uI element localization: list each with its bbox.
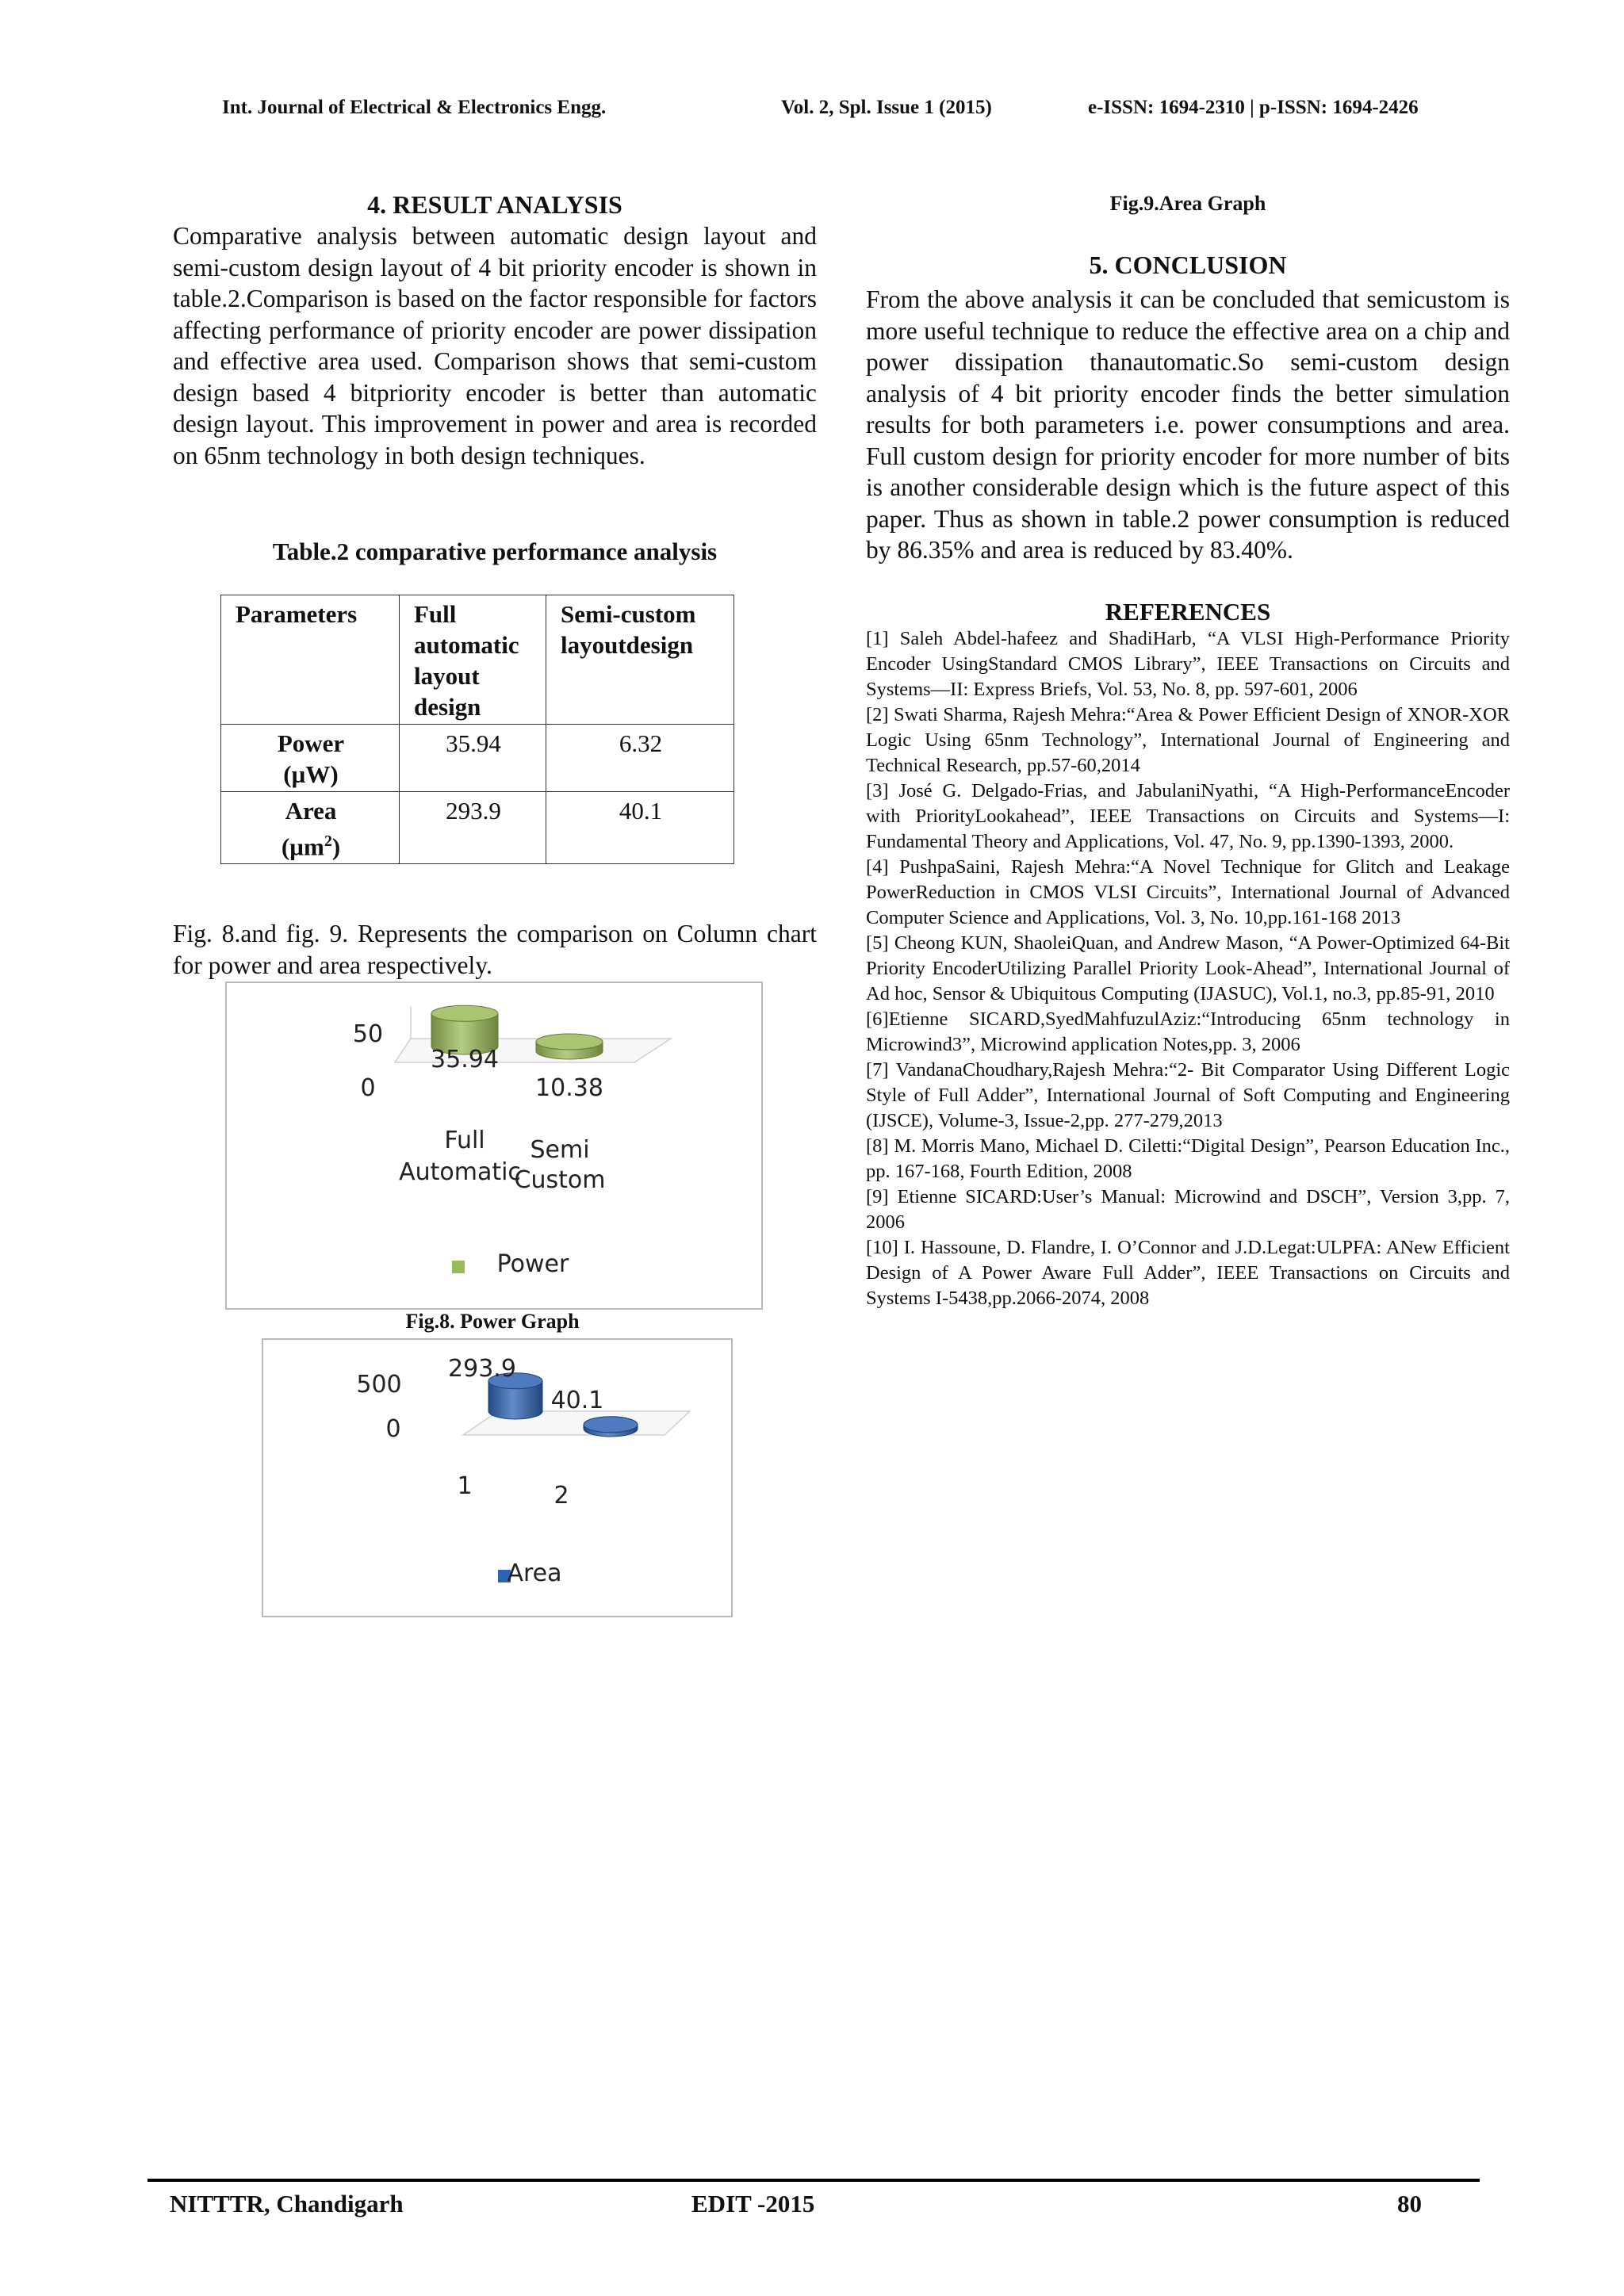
row-unit: (µm <box>281 832 324 861</box>
bar-top <box>584 1417 638 1433</box>
reference-item: [10] I. Hassoune, D. Flandre, I. O’Connor and J.D.Legat:ULPFA: ANew Efficient Design of A Power Aware Full Adder”, IEEE Transactions on Circuits and Systems I-5438,pp.2066-2074, 2008 <box>866 1236 1510 1309</box>
table-row <box>221 792 734 864</box>
conclusion-paragraph: From the above analysis it can be concluded that semicustom is more useful technique to reduce the effective area on a chip and power dissipation thanautomatic.So semi-custom design analysis of 4 bit priority encoder finds the better simulation results for both parameters i.e. power consumptions and area. Full custom design for priority encoder for more number of bits is another considerable design which is the future aspect of this paper. Thus as shown in table.2 power consumption is reduced by 86.35% and area is reduced by 83.40%. <box>866 285 1510 564</box>
category-label: Automatic <box>399 1158 521 1186</box>
category-label: Full <box>444 1127 485 1154</box>
table-header-row <box>221 595 734 725</box>
reference-item: [9] Etienne SICARD:User’s Manual: Microwind and DSCH”, Version 3,pp. 7, 2006 <box>866 1185 1510 1233</box>
power-chart <box>225 982 763 1310</box>
table-row-label <box>221 792 400 864</box>
table-cell: 40.1 <box>546 792 734 864</box>
reference-item: [7] VandanaChoudhary,Rajesh Mehra:“2- Bit Comparator Using Different Logic Style of Full Adder”, International Journal of Soft Computing and Engineering (IJSCE), Volume-3, Issue-2,pp. 277-279,2013 <box>866 1058 1510 1131</box>
figure-paragraph: Fig. 8.and fig. 9. Represents the comparison on Column chart for power and area respectively. <box>173 920 817 979</box>
reference-item: [8] M. Morris Mano, Michael D. Ciletti:“Digital Design”, Pearson Education Inc., pp. 167-168, Fourth Edition, 2008 <box>866 1135 1510 1182</box>
legend-swatch <box>452 1261 465 1273</box>
bar-top <box>536 1034 603 1050</box>
area-chart <box>262 1338 733 1617</box>
legend-label: Power <box>496 1250 569 1278</box>
legend-label: Area <box>507 1559 562 1587</box>
area-chart-caption: Fig.9.Area Graph <box>1109 192 1266 215</box>
data-label: 35.94 <box>431 1046 499 1073</box>
references-list <box>866 626 1510 1311</box>
row-param: Area <box>285 797 337 825</box>
reference-item: [5] Cheong KUN, ShaoleiQuan, and Andrew Mason, “A Power-Optimized 64-Bit Priority EncoderUtilizing Parallel Priority Look-Ahead”, International Journal of Ad hoc, Sensor & Ubiquitous Computing (IJASUC), Vol.1, no.3, pp.85-91, 2010 <box>866 932 1510 1004</box>
reference-item: [4] PushpaSaini, Rajesh Mehra:“A Novel Technique for Glitch and Leakage PowerReduction in CMOS VLSI Circuits”, International Journal of Advanced Computer Science and Applications, Vol. 3, No. 10,pp.161-168 2013 <box>866 855 1510 928</box>
row-unit-sup: 2 <box>324 832 332 850</box>
table-row-label <box>221 725 400 792</box>
table-header-cell: Full automatic layout design <box>400 595 546 725</box>
journal-name: Int. Journal of Electrical & Electronics Engg. <box>222 97 607 118</box>
issn-info: e-ISSN: 1694-2310 | p-ISSN: 1694-2426 <box>1088 97 1419 118</box>
table-cell: 293.9 <box>400 792 546 864</box>
table-cell: 35.94 <box>400 725 546 792</box>
result-analysis-title: 4. RESULT ANALYSIS <box>367 190 622 219</box>
y-tick-label: 500 <box>356 1371 402 1399</box>
bar-top <box>431 1005 498 1021</box>
category-label: 2 <box>553 1482 569 1510</box>
page-header <box>0 97 1624 128</box>
table-cell: 6.32 <box>546 725 734 792</box>
table-row <box>221 725 734 792</box>
data-label: 40.1 <box>550 1387 604 1414</box>
result-analysis-paragraph: Comparative analysis between automatic design layout and semi-custom design layout of 4 bit priority encoder is shown in table.2.Comparison is based on the factor responsible for factors affecting performance of priority encoder are power dissipation and effective area used. Comparison shows that semi-custom design based 4 bitpriority encoder is better than automatic design layout. This improvement in power and area is recorded on 65nm technology in both design techniques. <box>173 222 817 469</box>
performance-table <box>220 595 734 864</box>
row-unit-end: ) <box>331 832 341 861</box>
volume-info: Vol. 2, Spl. Issue 1 (2015) <box>781 97 992 118</box>
references-title: REFERENCES <box>1105 597 1271 626</box>
footer-event: EDIT -2015 <box>691 2190 815 2218</box>
reference-item: [3] José G. Delgado-Frias, and JabulaniNyathi, “A High-PerformanceEncoder with PriorityLookahead”, IEEE Transactions on Circuits and Systems—I: Fundamental Theory and Applications, Vol. 47, No. 9, pp.1390-1393, 2000. <box>866 779 1510 852</box>
reference-item: [6]Etienne SICARD,SyedMahfuzulAziz:“Introducing 65nm technology in Microwind3”, Microwind application Notes,pp. 3, 2006 <box>866 1008 1510 1055</box>
footer-rule <box>147 2179 1480 2182</box>
row-unit: (µW) <box>283 760 339 788</box>
y-tick-label: 0 <box>360 1074 376 1102</box>
category-label: Semi <box>530 1136 590 1164</box>
footer-org: NITTTR, Chandigarh <box>170 2190 404 2218</box>
reference-item: [1] Saleh Abdel-hafeez and ShadiHarb, “A VLSI High-Performance Priority Encoder UsingStandard CMOS Library”, IEEE Transactions on Circuits and Systems—II: Express Briefs, Vol. 53, No. 8, pp. 597-601, 2006 <box>866 627 1510 700</box>
power-chart-caption: Fig.8. Power Graph <box>405 1310 580 1333</box>
power-chart-svg <box>227 983 761 1308</box>
row-unit-wrapper <box>236 826 386 862</box>
row-param: Power <box>277 729 345 757</box>
area-chart-svg <box>263 1340 731 1616</box>
page-number: 80 <box>1397 2190 1422 2218</box>
y-tick-label: 0 <box>385 1415 401 1443</box>
category-label: 1 <box>457 1472 473 1500</box>
conclusion-title: 5. CONCLUSION <box>1089 251 1287 279</box>
reference-item: [2] Swati Sharma, Rajesh Mehra:“Area & Power Efficient Design of XNOR-XOR Logic Using 65nm Technology”, International Journal of Engineering and Technical Research, pp.57-60,2014 <box>866 703 1510 776</box>
data-label: 10.38 <box>535 1074 603 1102</box>
table-caption: Table.2 comparative performance analysis <box>272 538 718 565</box>
category-label: Custom <box>514 1166 606 1194</box>
table-header-cell: Semi-custom layoutdesign <box>546 595 734 725</box>
y-tick-label: 50 <box>352 1020 384 1048</box>
left-column <box>173 189 817 979</box>
data-label: 293.9 <box>448 1355 516 1383</box>
table-header-cell: Parameters <box>221 595 400 725</box>
right-column <box>866 189 1510 1311</box>
